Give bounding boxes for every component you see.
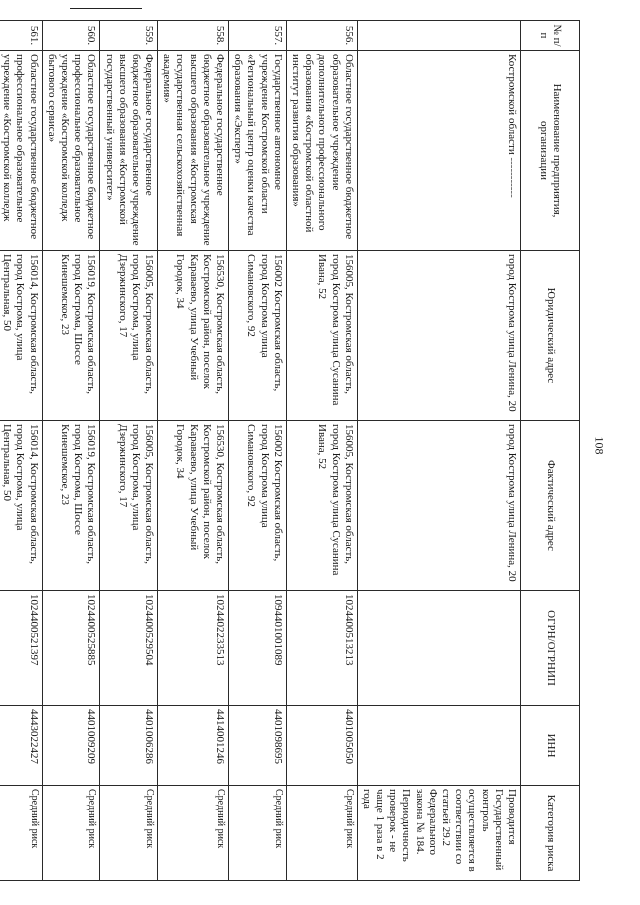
row-legal-address: 156002 Костромская область, город Кострома улица Симановского, 92 xyxy=(229,251,287,421)
header-legal-address: Юридический адрес xyxy=(521,251,580,421)
row-actual-address: 156002 Костромская область, город Кострома улица Симановского, 92 xyxy=(229,421,287,591)
row-risk: Средний риск xyxy=(158,786,229,881)
row-ogrn: 1024400525885 xyxy=(42,591,100,706)
top-rule xyxy=(70,8,142,9)
table-row xyxy=(158,21,229,881)
row-inn: 4414001246 xyxy=(158,706,229,786)
row-name: Федеральное государственное бюджетное образовательное учреждение высшего образования «Костромской государственный университет» xyxy=(100,51,158,251)
rotated-sheet xyxy=(1,20,580,880)
header-risk: Категория риска xyxy=(521,786,580,881)
row-actual-address: 156019, Костромская область, город Кострома, Шоссе Кинешемское, 23 xyxy=(42,421,100,591)
header-name: Наименование предприятия, организации xyxy=(521,51,580,251)
table-row xyxy=(229,21,287,881)
row-actual-address: 156530, Костромская область, Костромской район, поселок Караваево, улица Учебный Городок, 34 xyxy=(158,421,229,591)
row-actual-address: 156005, Костромская область, город Кострома, улица Дзержинского, 17 xyxy=(100,421,158,591)
row-num: 561. xyxy=(0,21,42,51)
row-num: 558. xyxy=(158,21,229,51)
row-ogrn: 1024400521397 xyxy=(0,591,42,706)
table-row-region xyxy=(357,21,520,881)
header-num: № п/п xyxy=(521,21,580,51)
row-name: Федеральное государственное бюджетное образовательное учреждение высшего образования «Костромская государственная сельскохозяйственная академия» xyxy=(158,51,229,251)
row-risk: Средний риск xyxy=(100,786,158,881)
row-inn: 4401006286 xyxy=(100,706,158,786)
row-num: 556. xyxy=(286,21,357,51)
row-inn: 4401009209 xyxy=(42,706,100,786)
row-legal-address: 156005, Костромская область, город Кострома, улица Дзержинского, 17 xyxy=(100,251,158,421)
header-ogrn: ОГРН/ОГРНИП xyxy=(521,591,580,706)
row-legal-address: 156014, Костромская область, город Кострома, улица Центральная, 50 xyxy=(0,251,42,421)
table-row xyxy=(42,21,100,881)
row-ogrn: 1094401001089 xyxy=(229,591,287,706)
row-legal-address: 156005, Костромская область, город Кострома улица Сусанина Ивана, 52 xyxy=(286,251,357,421)
row-actual-address: 156005, Костромская область, город Кострома улица Сусанина Ивана, 52 xyxy=(286,421,357,591)
row-num: 559. xyxy=(100,21,158,51)
row-risk: Средний риск xyxy=(0,786,42,881)
row-legal-address: 156019, Костромская область, город Кострома, Шоссе Кинешемское, 23 xyxy=(42,251,100,421)
table-header-row xyxy=(521,21,580,881)
region-actual-address: город Кострома улица Ленина, 20 xyxy=(357,421,520,591)
region-risk: Проводится Государственный контроль осуществляется в соответствии со статьей 29.2 Федерального закона № 184. Периодичность проверок - не чаще 1 раза в 2 года xyxy=(357,786,520,881)
table-row xyxy=(0,21,42,881)
row-num: 560. xyxy=(42,21,100,51)
row-inn: 4401005050 xyxy=(286,706,357,786)
row-name: Государственное автономное учреждение Костромской области «Региональный центр оценки качества образования «Эксперт» xyxy=(229,51,287,251)
row-legal-address: 156530, Костромская область, Костромской район, поселок Караваево, улица Учебный Городок, 34 xyxy=(158,251,229,421)
region-inn xyxy=(357,706,520,786)
row-name: Областное государственное бюджетное образовательное учреждение дополнительного профессионального образования «Костромской областной институт развития образования» xyxy=(286,51,357,251)
row-risk: Средний риск xyxy=(286,786,357,881)
row-ogrn: 1024400513213 xyxy=(286,591,357,706)
row-num: 557. xyxy=(229,21,287,51)
region-ogrn xyxy=(357,591,520,706)
row-risk: Средний риск xyxy=(229,786,287,881)
row-name: Областное государственное бюджетное профессиональное образовательное учреждение «Костромской колледж бытового сервиса» xyxy=(42,51,100,251)
registry-table xyxy=(0,20,580,881)
row-ogrn: 1024402233513 xyxy=(158,591,229,706)
header-actual-address: Фактический адрес xyxy=(521,421,580,591)
row-ogrn: 1024400529504 xyxy=(100,591,158,706)
header-inn: ИНН xyxy=(521,706,580,786)
region-num xyxy=(357,21,520,51)
row-inn: 4401098695 xyxy=(229,706,287,786)
region-legal-address: город Кострома улица Ленина, 20 xyxy=(357,251,520,421)
table-row xyxy=(286,21,357,881)
page-number: 108 xyxy=(592,436,607,455)
region-name: Костромской области ----------- xyxy=(357,51,520,251)
table-row xyxy=(100,21,158,881)
row-risk: Средний риск xyxy=(42,786,100,881)
row-actual-address: 156014, Костромская область, город Кострома, улица Центральная, 50 xyxy=(0,421,42,591)
row-inn: 4443022427 xyxy=(0,706,42,786)
row-name: Областное государственное бюджетное профессиональное образовательное учреждение «Костромской колледж xyxy=(0,51,42,251)
